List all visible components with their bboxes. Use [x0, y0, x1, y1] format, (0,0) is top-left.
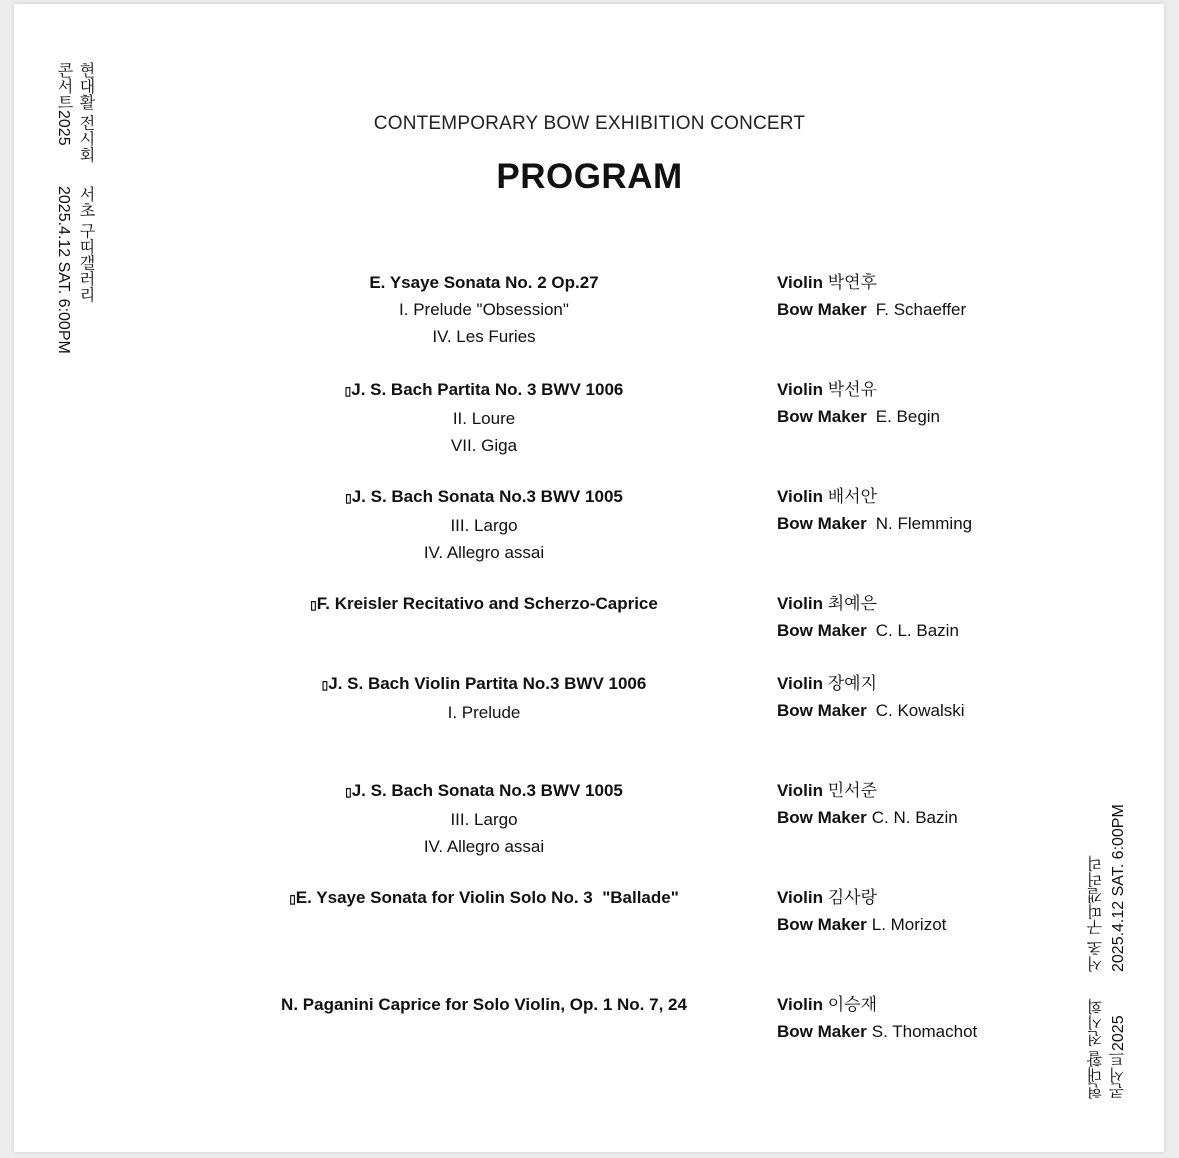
performer-info-8 — [777, 991, 1107, 1045]
bow-maker-name: E. Begin — [875, 407, 941, 426]
violinist-name: 최예은 — [827, 594, 877, 613]
piece-movement: III. Largo — [450, 516, 518, 535]
side-right-line4: 2025.4.12 SAT. 6:00PM — [1110, 804, 1127, 972]
piece-title: J. S. Bach Partita No. 3 BWV 1006 — [351, 380, 624, 399]
violinist-name: 박선유 — [827, 380, 877, 399]
violin-label: Violin — [777, 273, 823, 292]
bow-maker-label: Bow Maker — [777, 514, 867, 533]
violinist-name: 민서준 — [827, 781, 877, 800]
bow-maker-name: C. L. Bazin — [875, 621, 959, 640]
bow-maker-label: Bow Maker — [777, 407, 867, 426]
performer-info-3 — [777, 483, 1107, 537]
box-glyph-icon: ▯ — [345, 785, 352, 799]
piece-title: F. Kreisler Recitativo and Scherzo-Caprice — [316, 594, 658, 613]
side-right-line3: 서초 구띠갤러리 — [1088, 855, 1105, 972]
side-info-left-event — [52, 62, 96, 162]
violinist-name: 배서안 — [827, 487, 877, 506]
performer-info-5 — [777, 670, 1107, 724]
piece-movement: I. Prelude — [447, 703, 521, 722]
piece-title: J. S. Bach Sonata No.3 BWV 1005 — [351, 781, 623, 800]
violin-label: Violin — [777, 380, 823, 399]
program-piece-5 — [240, 670, 728, 726]
piece-movement: IV. Allegro assai — [423, 837, 545, 856]
violinist-name: 김사랑 — [827, 888, 877, 907]
violin-label: Violin — [777, 781, 823, 800]
side-left-line1: 현대활 전시회 — [77, 62, 94, 163]
side-left-line4: 2025.4.12 SAT. 6:00PM — [55, 186, 72, 354]
box-glyph-icon: ▯ — [321, 678, 329, 692]
box-glyph-icon: ▯ — [345, 491, 352, 505]
bow-maker-name: F. Schaeffer — [875, 300, 967, 319]
violinist-name: 박연후 — [827, 273, 877, 292]
bow-maker-name: C. N. Bazin — [871, 808, 958, 827]
piece-movement: VII. Giga — [450, 436, 518, 455]
performer-info-6 — [777, 777, 1107, 831]
violin-label: Violin — [777, 674, 823, 693]
bow-maker-label: Bow Maker — [777, 808, 867, 827]
program-piece-2 — [240, 376, 728, 459]
violinist-name: 장예지 — [827, 674, 877, 693]
piece-title: J. S. Bach Sonata No.3 BWV 1005 — [351, 487, 623, 506]
piece-movement: III. Largo — [450, 810, 518, 829]
bow-maker-label: Bow Maker — [777, 300, 867, 319]
piece-movement: IV. Les Furies — [432, 327, 536, 346]
bow-maker-name: S. Thomachot — [871, 1022, 978, 1041]
box-glyph-icon: ▯ — [289, 892, 296, 906]
bow-maker-label: Bow Maker — [777, 621, 867, 640]
box-glyph-icon: ▯ — [344, 384, 352, 398]
side-right-line1: 현대활 전시회 — [1088, 998, 1105, 1099]
side-left-line2: 콘서트2025 — [55, 62, 72, 146]
bow-maker-name: N. Flemming — [875, 514, 973, 533]
side-info-left-venue — [52, 186, 96, 354]
piece-movement: IV. Allegro assai — [423, 543, 545, 562]
piece-title: E. Ysaye Sonata No. 2 Op.27 — [369, 273, 599, 292]
program-piece-8 — [240, 991, 728, 1018]
piece-movement: II. Loure — [452, 409, 516, 428]
piece-title: E. Ysaye Sonata for Violin Solo No. 3 "Ballade" — [295, 888, 679, 907]
violin-label: Violin — [777, 888, 823, 907]
piece-title: J. S. Bach Violin Partita No.3 BWV 1006 — [328, 674, 647, 693]
program-piece-7 — [240, 884, 728, 913]
box-glyph-icon: ▯ — [310, 598, 317, 612]
performer-info-7 — [777, 884, 1107, 938]
violinist-name: 이승재 — [827, 995, 877, 1014]
bow-maker-name: L. Morizot — [871, 915, 947, 934]
piece-title: N. Paganini Caprice for Solo Violin, Op. 1 No. 7, 24 — [281, 995, 687, 1014]
violin-label: Violin — [777, 995, 823, 1014]
bow-maker-label: Bow Maker — [777, 701, 867, 720]
page-title: PROGRAM — [496, 157, 683, 196]
piece-movement: I. Prelude "Obsession" — [399, 300, 569, 319]
violin-label: Violin — [777, 487, 823, 506]
side-left-line3: 서초 구띠갤러리 — [77, 186, 94, 303]
violin-label: Violin — [777, 594, 823, 613]
program-piece-1 — [240, 269, 728, 350]
performer-info-4 — [777, 590, 1107, 644]
side-right-line2: 콘서트2025 — [1110, 1015, 1127, 1099]
concert-subtitle: CONTEMPORARY BOW EXHIBITION CONCERT — [373, 113, 806, 134]
bow-maker-label: Bow Maker — [777, 915, 867, 934]
bow-maker-name: C. Kowalski — [875, 701, 965, 720]
performer-info-2 — [777, 376, 1107, 430]
performer-info-1 — [777, 269, 1107, 323]
bow-maker-label: Bow Maker — [777, 1022, 867, 1041]
program-piece-3 — [240, 483, 728, 566]
program-piece-4 — [240, 590, 728, 619]
program-piece-6 — [240, 777, 728, 860]
